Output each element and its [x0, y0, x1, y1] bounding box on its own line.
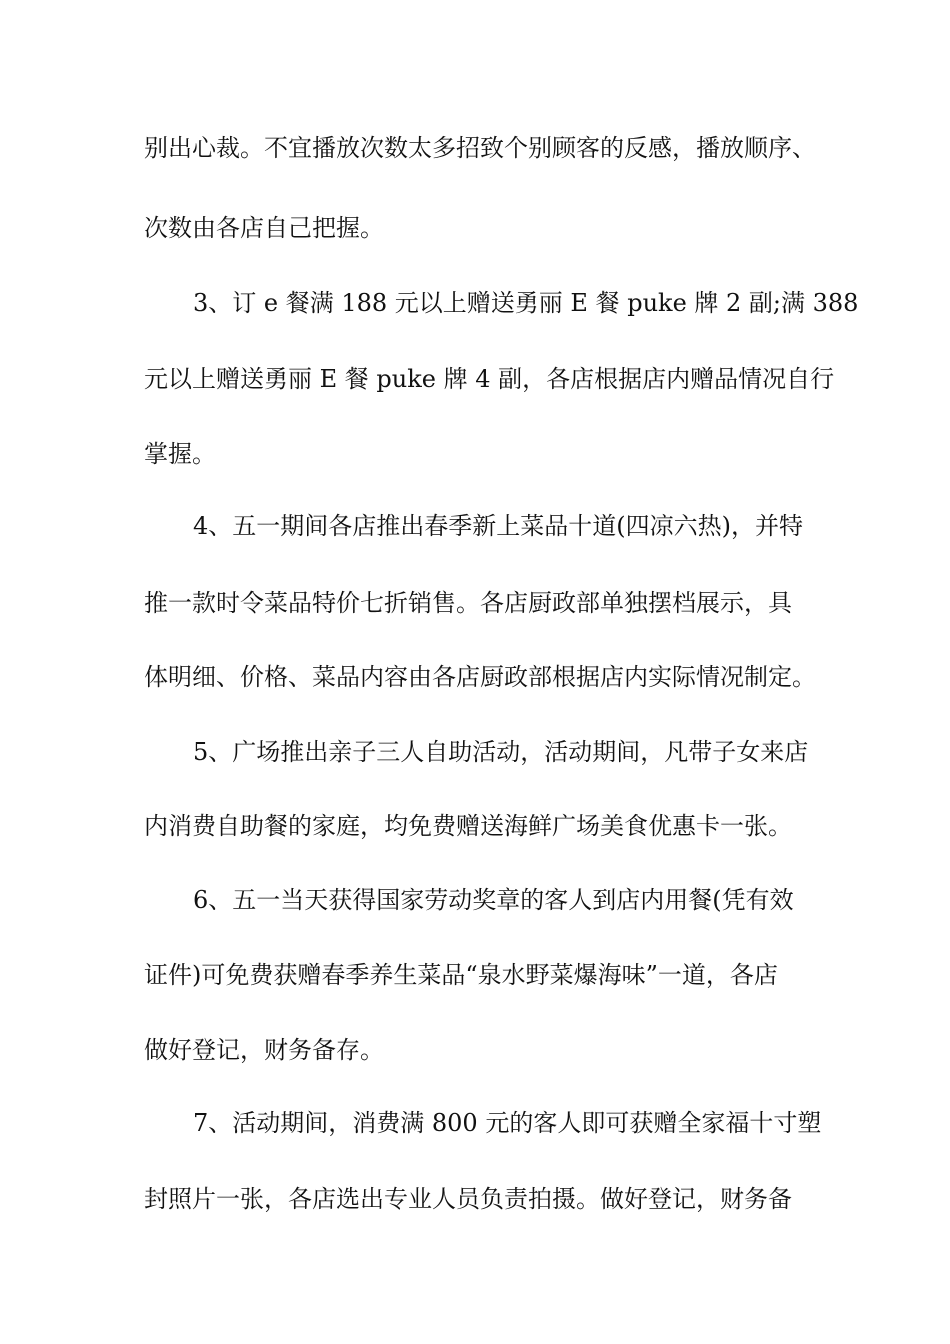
- line-text: 别出心裁。不宜播放次数太多招致个别顾客的反感，播放顺序、: [144, 134, 816, 162]
- text-line: [0, 1033, 950, 1067]
- text-line: [0, 362, 950, 396]
- line-text: 5、广场推出亲子三人自助活动，活动期间，凡带子女来店: [193, 738, 809, 766]
- line-text: 6、五一当天获得国家劳动奖章的客人到店内用餐(凭有效: [193, 886, 794, 914]
- text-line: [0, 809, 950, 843]
- line-text: 内消费自助餐的家庭，均免费赠送海鲜广场美食优惠卡一张。: [144, 812, 792, 840]
- paragraph-6-line-1: [0, 883, 950, 917]
- text-line: [0, 211, 950, 245]
- text-line: [0, 660, 950, 694]
- paragraph-5-line-1: [0, 735, 950, 769]
- line-text: 证件)可免费获赠春季养生菜品“泉水野菜爆海味”一道，各店: [144, 961, 778, 989]
- paragraph-7-line-1: [0, 1106, 950, 1140]
- text-line: [0, 437, 950, 471]
- line-text: 推一款时令菜品特价七折销售。各店厨政部单独摆档展示，具: [144, 589, 792, 617]
- line-text: 次数由各店自己把握。: [144, 214, 384, 242]
- line-text: 7、活动期间，消费满 800 元的客人即可获赠全家福十寸塑: [193, 1109, 822, 1137]
- line-text: 4、五一期间各店推出春季新上菜品十道(四凉六热)，并特: [193, 512, 803, 540]
- line-text: 做好登记，财务备存。: [144, 1036, 384, 1064]
- line-text: 3、订 e 餐满 188 元以上赠送勇丽 E 餐 puke 牌 2 副;满 388: [193, 289, 859, 317]
- text-line: [0, 586, 950, 620]
- text-line: [0, 131, 950, 165]
- paragraph-4-line-1: [0, 509, 950, 543]
- paragraph-3-line-1: [0, 286, 950, 320]
- line-text: 体明细、价格、菜品内容由各店厨政部根据店内实际情况制定。: [144, 663, 816, 691]
- text-line: [0, 958, 950, 992]
- line-text: 元以上赠送勇丽 E 餐 puke 牌 4 副，各店根据店内赠品情况自行: [144, 365, 835, 393]
- text-line: [0, 1182, 950, 1216]
- line-text: 封照片一张，各店选出专业人员负责拍摄。做好登记，财务备: [144, 1185, 792, 1213]
- line-text: 掌握。: [144, 440, 216, 468]
